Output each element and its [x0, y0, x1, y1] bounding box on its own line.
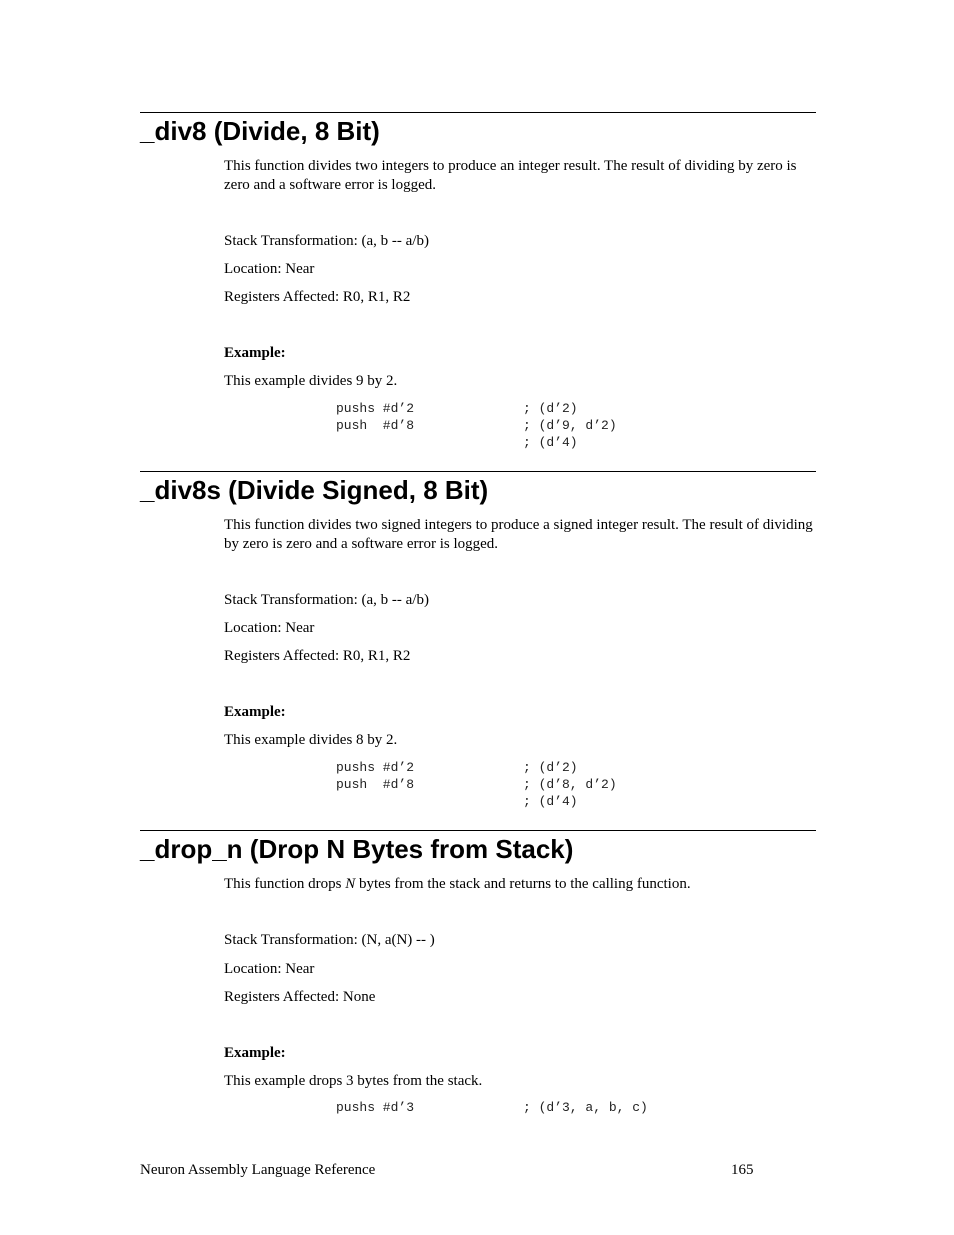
section-rule: [140, 830, 816, 831]
code-instruction: pushs #d’2: [336, 401, 415, 416]
section-description: This function divides two signed integers to produce a signed integer result. The result of dividing by zero is zero and a software error is logged.: [224, 517, 813, 552]
section-heading-div8s: _div8s (Divide Signed, 8 Bit): [140, 475, 489, 505]
section-heading-div8: _div8 (Divide, 8 Bit): [140, 116, 380, 146]
section-description: This function divides two integers to produce an integer result. The result of dividing by zero is zero and a software error is logged.: [224, 158, 797, 193]
code-instruction: pushs #d’2: [336, 760, 415, 775]
stack-transformation: Stack Transformation: (a, b -- a/b): [224, 233, 429, 249]
example-label: Example:: [224, 1045, 286, 1061]
section-heading-drop-n: _drop_n (Drop N Bytes from Stack): [140, 834, 574, 864]
code-comment: ; (d’2): [523, 760, 578, 775]
stack-transformation: Stack Transformation: (a, b -- a/b): [224, 592, 429, 608]
registers-affected: Registers Affected: R0, R1, R2: [224, 289, 411, 305]
code-comment: ; (d’3, a, b, c): [523, 1100, 648, 1115]
code-comment: ; (d’8, d’2): [523, 777, 617, 792]
location: Location: Near: [224, 961, 315, 977]
description-text: This function drops: [224, 876, 346, 892]
footer-title: Neuron Assembly Language Reference: [140, 1162, 376, 1178]
example-text: This example divides 8 by 2.: [224, 732, 398, 748]
code-comment: ; (d’9, d’2): [523, 418, 617, 433]
section-description: [224, 875, 824, 894]
example-text: This example drops 3 bytes from the stack.: [224, 1073, 483, 1089]
registers-affected: Registers Affected: None: [224, 989, 376, 1005]
code-comment: ; (d’4): [523, 794, 578, 809]
description-text: bytes from the stack and returns to the calling function.: [355, 876, 691, 892]
code-comment: ; (d’2): [523, 401, 578, 416]
stack-transformation: Stack Transformation: (N, a(N) -- ): [224, 932, 435, 948]
location: Location: Near: [224, 261, 315, 277]
section-rule: [140, 112, 816, 113]
example-label: Example:: [224, 345, 286, 361]
description-variable: N: [345, 876, 356, 892]
code-instruction: push #d’8: [336, 418, 415, 433]
code-instruction: pushs #d’3: [336, 1100, 415, 1115]
example-text: This example divides 9 by 2.: [224, 373, 398, 389]
location: Location: Near: [224, 620, 315, 636]
code-instruction: push #d’8: [336, 777, 415, 792]
code-comment: ; (d’4): [523, 435, 578, 450]
section-rule: [140, 471, 816, 472]
example-label: Example:: [224, 704, 286, 720]
page-number: 165: [731, 1162, 754, 1178]
registers-affected: Registers Affected: R0, R1, R2: [224, 648, 411, 664]
